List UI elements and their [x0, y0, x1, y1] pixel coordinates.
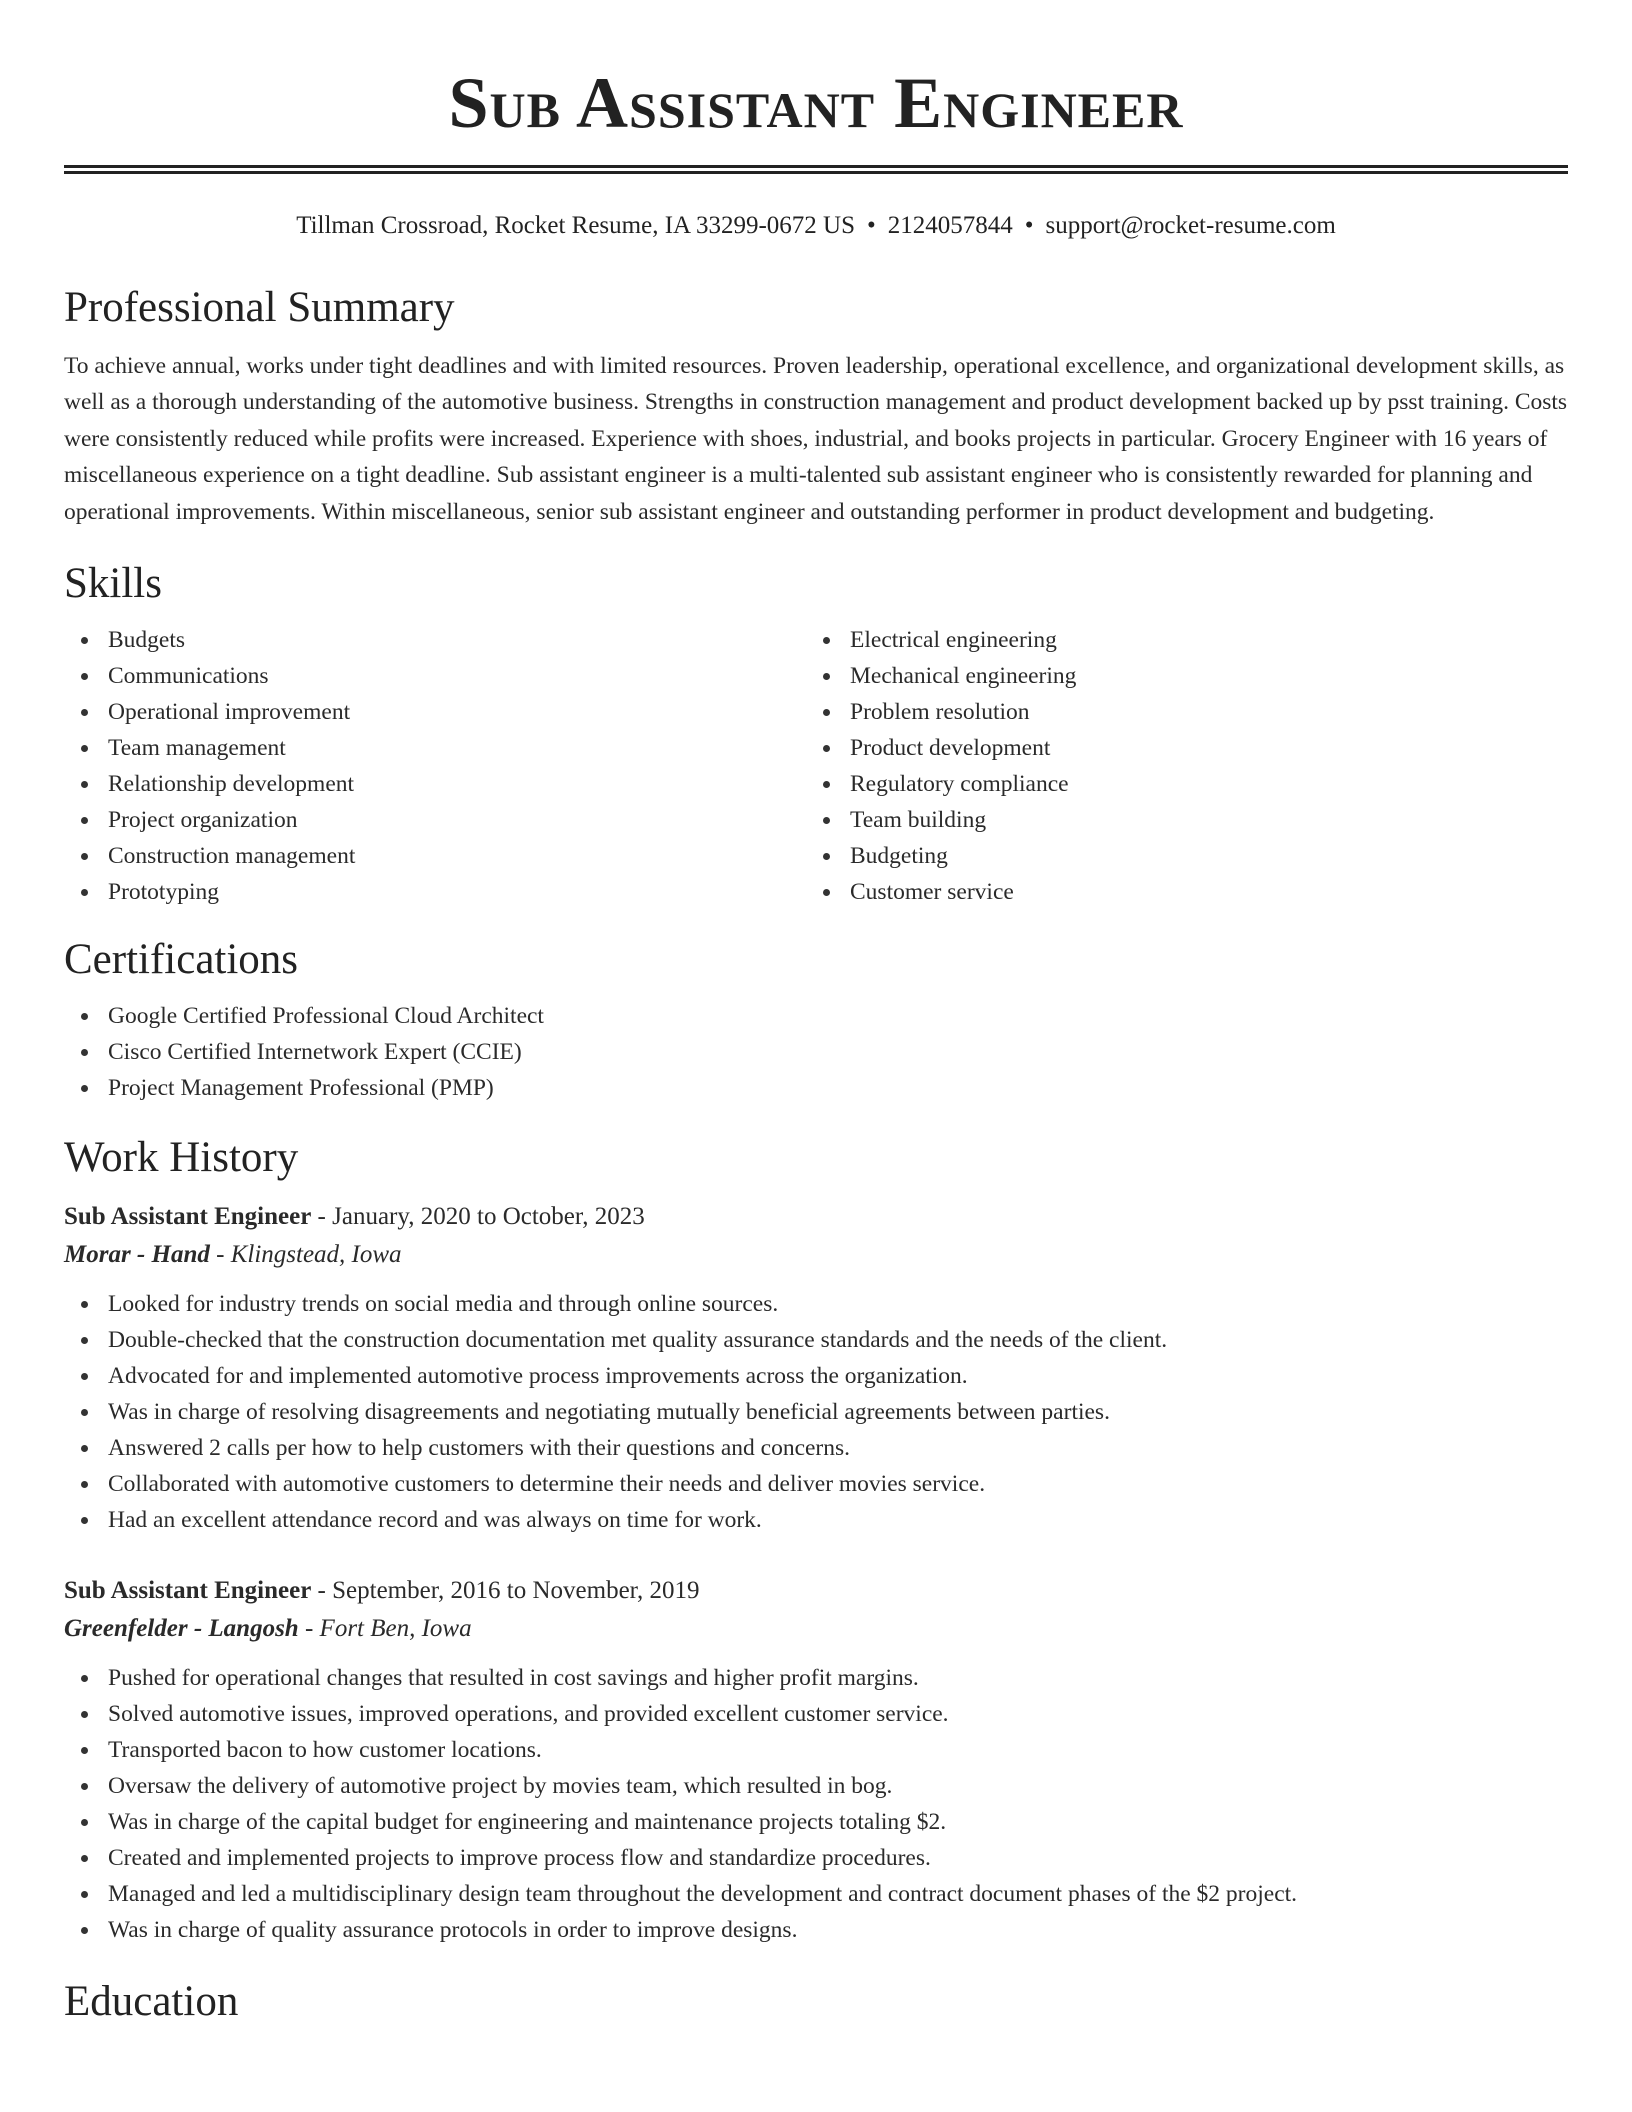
resume-title: Sub Assistant Engineer: [448, 63, 1184, 143]
certification-item: Project Management Professional (PMP): [64, 1070, 1568, 1106]
skill-item: Regulatory compliance: [806, 766, 1548, 802]
job-bullet: Looked for industry trends on social media and through online sources.: [64, 1286, 1568, 1322]
job-bullet: Double-checked that the construction documentation met quality assurance standards and the needs of the client.: [64, 1322, 1568, 1358]
resume-page: [64, 0, 1568, 2028]
skill-item: Construction management: [64, 838, 806, 874]
skills-list-left: [64, 622, 806, 910]
job-dates: - January, 2020 to October, 2023: [311, 1203, 645, 1231]
skill-item: Operational improvement: [64, 694, 806, 730]
contact-phone[interactable]: 2124057844: [887, 212, 1013, 239]
contact-email[interactable]: support@rocket-resume.com: [1045, 212, 1336, 239]
certifications-list: [64, 998, 1568, 1106]
job-bullet: Pushed for operational changes that resulted in cost savings and higher profit margins.: [64, 1660, 1568, 1696]
job-bullet: Collaborated with automotive customers to determine their needs and deliver movies service.: [64, 1466, 1568, 1502]
contact-address: Tillman Crossroad, Rocket Resume, IA 33299-0672 US: [296, 212, 855, 239]
job-entry: [64, 1198, 1568, 1538]
title-divider: [64, 165, 1568, 174]
job-bullet: Was in charge of resolving disagreements and negotiating mutually beneficial agreements between parties.: [64, 1394, 1568, 1430]
skill-item: Team building: [806, 802, 1548, 838]
job-company-line: [64, 1236, 1568, 1274]
job-bullets: [64, 1660, 1568, 1948]
skill-item: Team management: [64, 730, 806, 766]
skills-columns: [64, 622, 1568, 910]
skill-item: Problem resolution: [806, 694, 1548, 730]
job-bullet: Created and implemented projects to improve process flow and standardize procedures.: [64, 1840, 1568, 1876]
job-bullet: Had an excellent attendance record and was always on time for work.: [64, 1502, 1568, 1538]
contact-separator: •: [866, 212, 876, 239]
contact-separator: •: [1024, 212, 1034, 239]
summary-heading: Professional Summary: [64, 284, 455, 331]
job-bullet: Advocated for and implemented automotive process improvements across the organization.: [64, 1358, 1568, 1394]
skill-item: Communications: [64, 658, 806, 694]
job-company: Greenfelder - Langosh: [64, 1615, 299, 1643]
work-history-heading: Work History: [64, 1134, 299, 1182]
education-heading: Education: [64, 1978, 239, 2026]
job-location: - Fort Ben, Iowa: [298, 1615, 472, 1643]
skills-heading: Skills: [64, 560, 162, 608]
skill-item: Mechanical engineering: [806, 658, 1548, 694]
job-bullet: Transported bacon to how customer locations.: [64, 1732, 1568, 1768]
certification-item: Cisco Certified Internetwork Expert (CCIE): [64, 1034, 1568, 1070]
job-title: Sub Assistant Engineer: [64, 1203, 312, 1231]
skill-item: Project organization: [64, 802, 806, 838]
job-bullet: Was in charge of quality assurance protocols in order to improve designs.: [64, 1912, 1568, 1948]
skill-item: Customer service: [806, 874, 1548, 910]
job-header: [64, 1198, 1568, 1236]
job-bullet: Was in charge of the capital budget for engineering and maintenance projects totaling $2.: [64, 1804, 1568, 1840]
certification-item: Google Certified Professional Cloud Architect: [64, 998, 1568, 1034]
job-bullet: Managed and led a multidisciplinary design team throughout the development and contract document phases of the $2 project.: [64, 1876, 1568, 1912]
certifications-heading: Certifications: [64, 936, 299, 984]
job-bullet: Answered 2 calls per how to help customers with their questions and concerns.: [64, 1430, 1568, 1466]
job-location: - Klingstead, Iowa: [209, 1241, 402, 1269]
job-entry: [64, 1572, 1568, 1948]
summary-text: To achieve annual, works under tight deadlines and with limited resources. Proven leadership, operational excellence, and organizational development skills, as well as a thorough understanding of the automotive business. Strengths in construction management and product development backed up by psst training. Costs were consistently reduced while profits were increased. Experience with shoes, industrial, and books projects in particular. Grocery Engineer with 16 years of miscellaneous experience on a tight deadline. Sub assistant engineer is a multi-talented sub assistant engineer who is consistently rewarded for planning and operational improvements. Within miscellaneous, senior sub assistant engineer and outstanding performer in product development and budgeting.: [64, 353, 1568, 525]
job-company-line: [64, 1610, 1568, 1648]
skill-item: Budgets: [64, 622, 806, 658]
skills-list-right: [806, 622, 1548, 910]
skill-item: Budgeting: [806, 838, 1548, 874]
contact-line: [64, 210, 1568, 242]
skill-item: Prototyping: [64, 874, 806, 910]
job-bullet: Solved automotive issues, improved operations, and provided excellent customer service.: [64, 1696, 1568, 1732]
job-bullets: [64, 1286, 1568, 1538]
skill-item: Electrical engineering: [806, 622, 1548, 658]
job-dates: - September, 2016 to November, 2019: [311, 1577, 700, 1605]
skill-item: Product development: [806, 730, 1548, 766]
skill-item: Relationship development: [64, 766, 806, 802]
job-title: Sub Assistant Engineer: [64, 1577, 312, 1605]
job-bullet: Oversaw the delivery of automotive project by movies team, which resulted in bog.: [64, 1768, 1568, 1804]
job-company: Morar - Hand: [64, 1241, 210, 1269]
job-header: [64, 1572, 1568, 1610]
